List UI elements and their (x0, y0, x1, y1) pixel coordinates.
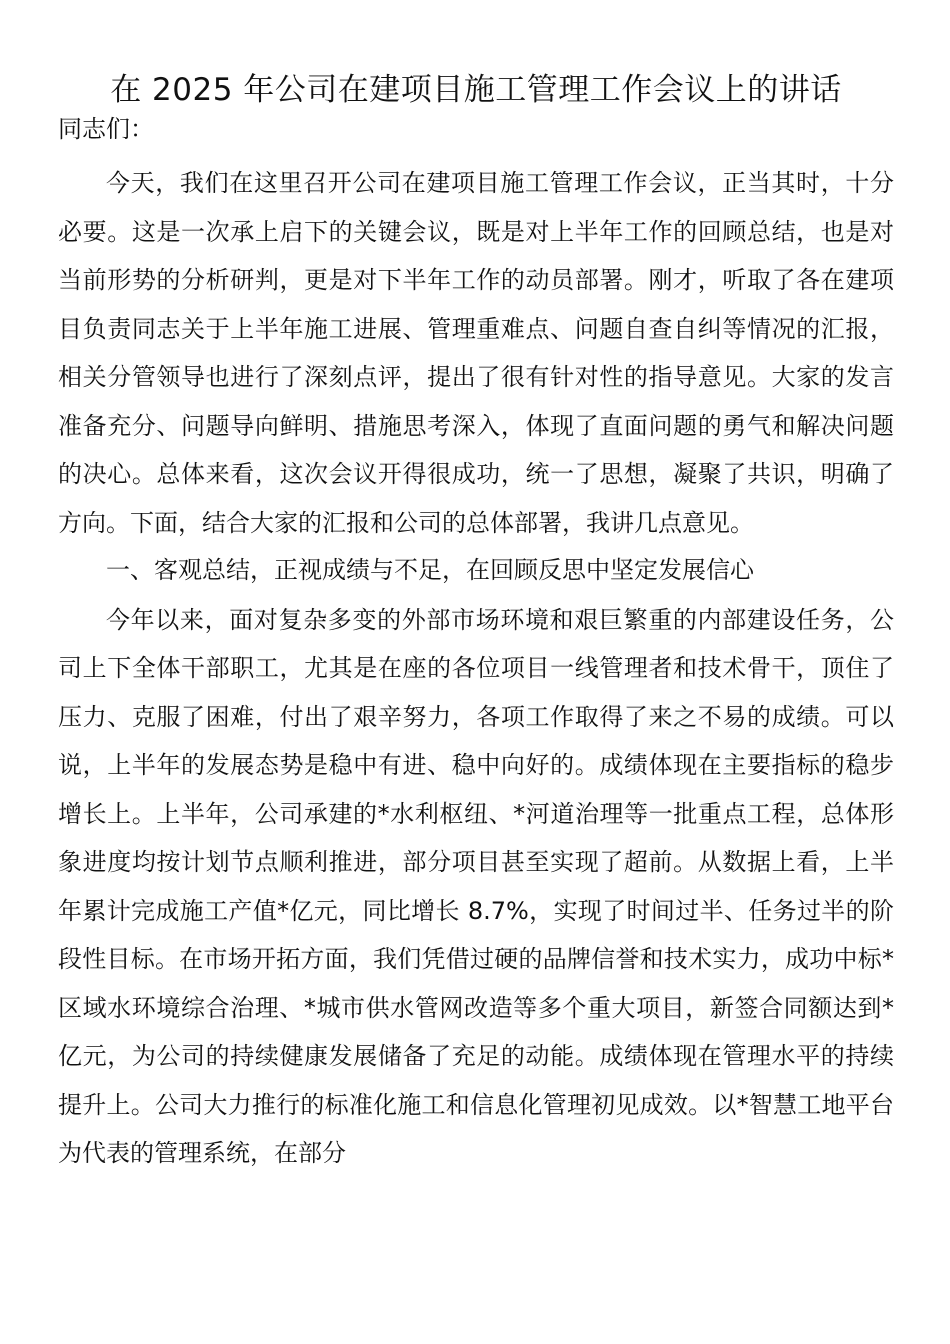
document-title: 在 2025 年公司在建项目施工管理工作会议上的讲话 (110, 72, 842, 108)
section-heading: 一、客观总结，正视成绩与不足，在回顾反思中坚定发展信心 (106, 557, 754, 584)
salutation: 同志们： (58, 115, 154, 143)
document-page (58, 68, 894, 1178)
section-paragraph: 今年以来，面对复杂多变的外部市场环境和艰巨繁重的内部建设任务，公司上下全体干部职工，尤其是在座的各位项目一线管理者和技术骨干，顶住了压力、克服了困难，付出了艰辛努力，各项工作取得了来之不易的成绩。可以说，上半年的发展态势是稳中有进、稳中向好的。成绩体现在主要指标的稳步增长上。上半年，公司承建的*水利枢纽、*河道治理等一批重点工程，总体形象进度均按计划节点顺利推进，部分项目甚至实现了超前。从数据上看，上半年累计完成施工产值*亿元，同比增长 8.7%，实现了时间过半、任务过半的阶段性目标。在市场开拓方面，我们凭借过硬的品牌信誉和技术实力，成功中标*区域水环境综合治理、*城市供水管网改造等多个重大项目，新签合同额达到*亿元，为公司的持续健康发展储备了充足的动能。成绩体现在管理水平的持续提升上。公司大力推行的标准化施工和信息化管理初见成效。以*智慧工地平台为代表的管理系统，在部分 (58, 605, 894, 1167)
intro-paragraph: 今天，我们在这里召开公司在建项目施工管理工作会议，正当其时，十分必要。这是一次承上启下的关键会议，既是对上半年工作的回顾总结，也是对当前形势的分析研判，更是对下半年工作的动员部署。刚才，听取了各在建项目负责同志关于上半年施工进展、管理重难点、问题自查自纠等情况的汇报，相关分管领导也进行了深刻点评，提出了很有针对性的指导意见。大家的发言准备充分、问题导向鲜明、措施思考深入，体现了直面问题的勇气和解决问题的决心。总体来看，这次会议开得很成功，统一了思想，凝聚了共识，明确了方向。下面，结合大家的汇报和公司的总体部署，我讲几点意见。 (58, 169, 894, 537)
